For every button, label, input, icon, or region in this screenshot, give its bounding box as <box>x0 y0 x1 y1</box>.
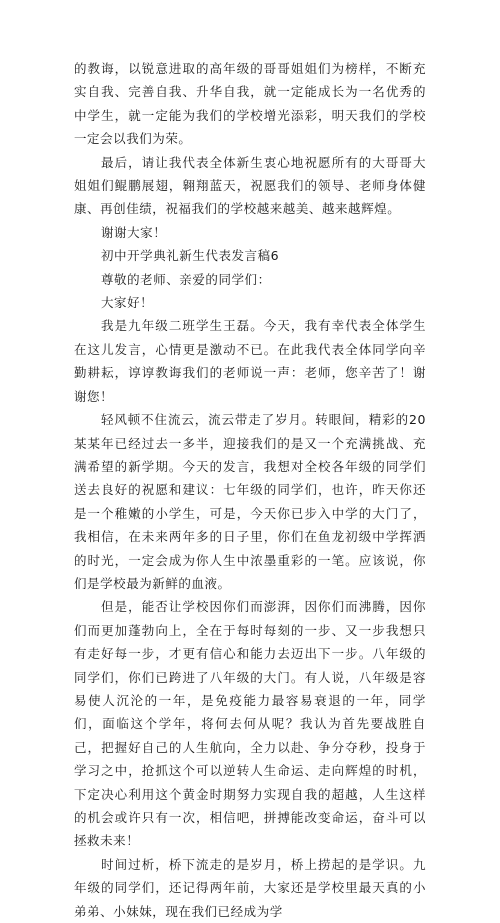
paragraph-10: 时间过析，桥下流走的是岁月，桥上捞起的是学识。九年级的同学们，还记得两年前，大家还是学校里最天真的小弟弟、小妹妹，现在我们已经成为学 <box>74 856 426 919</box>
greeting: 大家好！ <box>101 295 154 311</box>
section-heading: 初中开学典礼新生代表发言稿6 <box>101 248 280 264</box>
paragraph-7: 我是九年级二班学生王磊。今天，我有幸代表全体学生在这儿发言，心情更是激动不已。在此我代表全体同学向辛勤耕耘，谆谆教诲我们的老师说一声：老师，您辛苦了！谢谢您！ <box>74 318 426 404</box>
document-page <box>74 57 426 923</box>
paragraph-2: 最后，请让我代表全体新生衷心地祝愿所有的大哥哥大姐姐们鲲鹏展翅，翱翔蓝天，祝愿我们的领导、老师身体健康、再创佳绩，祝福我们的学校越来越美、越来越辉煌。 <box>74 154 426 217</box>
paragraph-3: 谢谢大家！ <box>101 224 167 240</box>
paragraph-1: 的教诲，以锐意进取的高年级的哥哥姐姐们为榜样，不断充实自我、完善自我、升华自我，就一定能成长为一名优秀的中学生，就一定能为我们的学校增光添彩，明天我们的学校一定会以我们为荣。 <box>74 61 426 147</box>
paragraph-9: 但是，能否让学校因你们而澎湃，因你们而沸腾，因你们而更加蓬勃向上，全在于每时每刻的一步、又一步我想只有走好每一步，才更有信心和能力去迈出下一步。八年级的同学们，你们已跨进了八年级的大门。有人说，八年级是容易使人沉沦的一年，是免疫能力最容易衰退的一年，同学们，面临这个学年，将何去何从呢？我认为首先要战胜自己，把握好自己的人生航向，全力以赴、争分夺秒，投身于学习之中，抢抓这个可以逆转人生命运、走向辉煌的时机，下定决心利用这个黄金时期努力实现自我的超越，人生这样的机会或许只有一次，相信吧，拼搏能改变命运，奋斗可以拯救未来！ <box>74 599 426 849</box>
salutation: 尊敬的老师、亲爱的同学们： <box>101 271 271 287</box>
paragraph-8: 轻风顿不住流云，流云带走了岁月。转眼间，精彩的20某某年已经过去一多半，迎接我们的是又一个充满挑战、充满希望的新学期。今天的发言，我想对全校各年级的同学们送去良好的祝愿和建议：七年级的同学们，也许，昨天你还是一个稚嫩的小学生，可是，今天你已步入中学的大门了，我相信，在未来两年多的日子里，你们在鱼龙初级中学挥洒的时光，一定会成为你人生中浓墨重彩的一笔。应该说，你们是学校最为新鲜的血液。 <box>74 412 426 591</box>
